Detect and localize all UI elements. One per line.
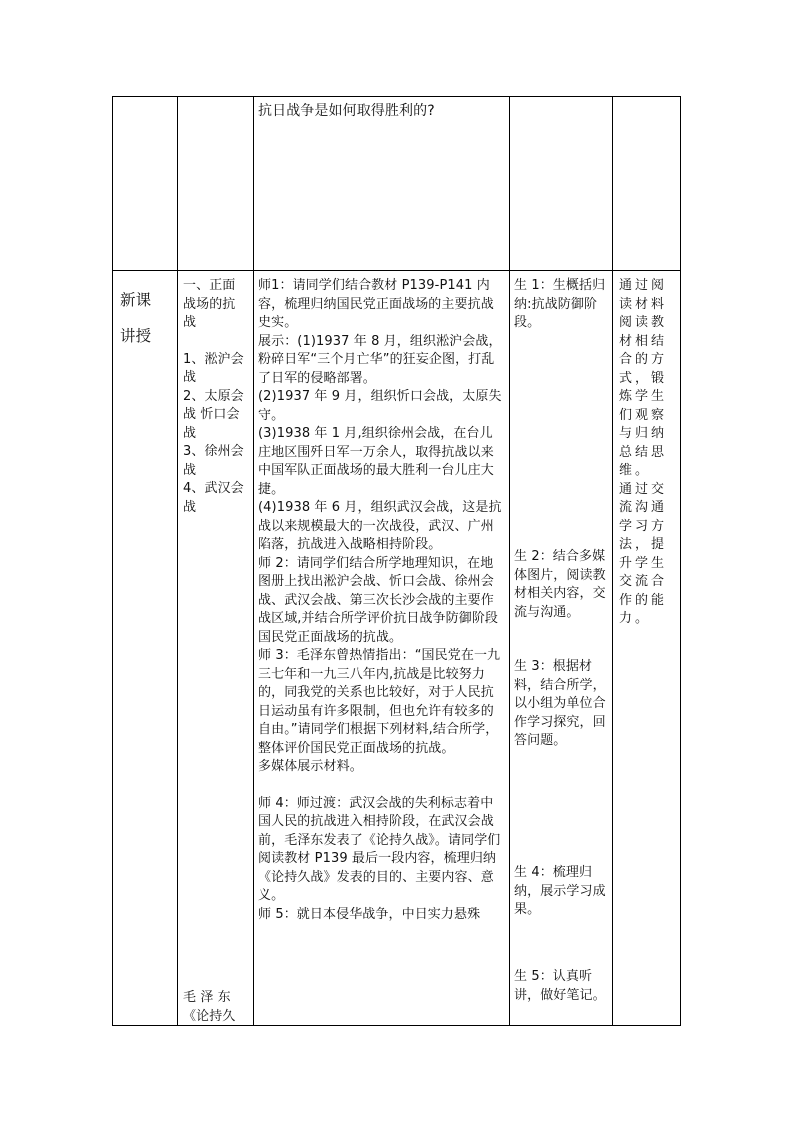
battle-item: 战 忻口会 — [183, 407, 240, 422]
column-divider — [509, 96, 510, 1026]
design-intent-cell — [619, 277, 677, 629]
stage-label-line: 新课 — [120, 291, 152, 309]
battle-item: 战 — [183, 370, 197, 385]
teacher-paragraph: 师 3：毛泽东曾热情指出：“国民党在一九三七年和一九三八年内,抗战是比较努力的，同我党的关系也比较好，对于人民抗日运动虽有许多限制，但也允许有较多的自由。”请同学们根据下列材料,结合所学，整体评价国民党正面战场的抗战。 — [258, 648, 501, 756]
teacher-paragraph: (2)1937 年 9 月，组织忻口会战，太原失守。 — [258, 389, 502, 423]
battle-item: 2、太原会 — [183, 388, 244, 404]
teacher-paragraph: 师 4：师过渡：武汉会战的失利标志着中国人民的抗战进入相持阶段，在武汉会战前，毛泽东发表了《论持久战》。请同学们阅读教材 P139 最后一段内容，梳理归纳《论持久战》发表的目的、主要内容、意义。 — [258, 795, 501, 903]
student-activity-3: 生 3：根据材料，结合所学，以小组为单位合作学习探究，回答问题。 — [514, 659, 606, 748]
teacher-activity-cell — [258, 277, 504, 924]
student-activity-1: 生 1：生概括归纳:抗战防御阶段。 — [514, 278, 606, 330]
column-divider — [612, 96, 613, 1026]
teacher-paragraph: 师 5：就日本侵华战争，中日实力悬殊 — [258, 906, 481, 922]
section-heading: 毛 泽 东 — [183, 990, 231, 1005]
battle-item: 战 — [183, 462, 197, 478]
battle-item: 1、淞沪会 — [183, 351, 244, 367]
row-divider — [112, 270, 681, 271]
stage-cell — [120, 282, 172, 354]
student-activity-4: 生 4：梳理归纳，展示学习成果。 — [514, 865, 606, 917]
teacher-paragraph: 展示：(1)1937 年 8 月，组织淞沪会战，粉碎日军“三个月亡华”的狂妄企图，打乱了日军的侵略部署。 — [258, 333, 502, 386]
content-cell-bottom — [183, 989, 249, 1026]
battle-item: 3、徐州会 — [183, 444, 244, 459]
design-intent-text: 通过阅读材料阅读教材相结合的方式，锻炼学生们观察与归纳总结思维。 — [619, 278, 668, 478]
row1-question: 抗日战争是如何取得胜利的? — [258, 103, 435, 119]
stage-label-line: 讲授 — [120, 327, 152, 345]
section-heading: 一、正面 — [183, 278, 236, 293]
teacher-paragraph: (3)1938 年 1 月,组织徐州会战，在台儿庄地区围歼日军一万余人，取得抗战以来中国军队正面战场的最大胜利一台儿庄大捷。 — [258, 426, 494, 497]
column-divider — [177, 96, 178, 1026]
battle-item: 4、武汉会 — [183, 481, 244, 496]
column-divider — [112, 96, 113, 1026]
content-cell — [183, 277, 249, 517]
table-border-top — [112, 96, 681, 97]
design-intent-text: 通过交流沟通学习方法，提升学生交流合作的能力。 — [619, 481, 668, 626]
battle-item: 战 — [183, 425, 197, 441]
section-heading: 《论持久 — [183, 1008, 236, 1024]
student-activity-5: 生 5：认真听讲，做好笔记。 — [514, 969, 606, 1003]
battle-item: 战 — [183, 499, 197, 515]
column-divider — [680, 96, 681, 1026]
lesson-plan-table — [112, 96, 681, 1026]
teacher-paragraph: (4)1938 年 6 月，组织武汉会战，这是抗战以来规模最大的一次战役，武汉、广州陷落，抗战进入战略相持阶段。 — [258, 500, 502, 552]
section-heading: 战 — [183, 315, 197, 330]
column-divider — [253, 96, 254, 1026]
student-activity-2: 生 2：结合多媒体图片，阅读教材相关内容，交流与沟通。 — [514, 549, 606, 620]
teacher-paragraph: 师1：请同学们结合教材 P139-P141 内容，梳理归纳国民党正面战场的主要抗战史实。 — [258, 278, 494, 330]
teacher-paragraph: 师 2：请同学们结合所学地理知识，在地图册上找出淞沪会战、忻口会战、徐州会战、武汉会战、第三次长沙会战的主要作战区域,并结合所学评价抗日战争防御阶段国民党正面战场的抗战。 — [258, 555, 499, 645]
section-heading: 战场的抗 — [183, 296, 236, 312]
teacher-paragraph: 多媒体展示材料。 — [258, 759, 363, 774]
